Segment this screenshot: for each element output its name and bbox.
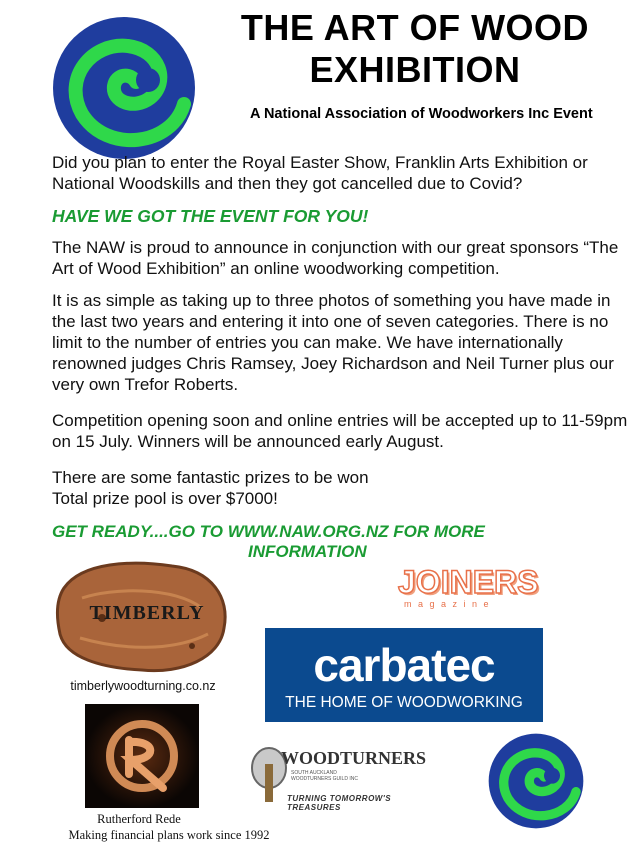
announce-paragraph: The NAW is proud to announce in conjunction with our great sponsors “The Art of Wood Exhibition” an online woodworking competition. xyxy=(52,238,619,278)
woodturners-motto: TURNING TOMORROW'S TREASURES xyxy=(287,794,392,812)
rutherford-q-icon xyxy=(85,704,199,808)
joiners-subtitle: m a g a z i n e xyxy=(404,599,491,609)
details-paragraph: It is as simple as taking up to three photos of something you have made in the last two years and entering it into one of seven categories. There is no limit to the number of entries you can make. We have internationally renowned judges Chris Ramsey, Joey Richardson and Neil Turner plus our very own Trefor Roberts. xyxy=(52,291,614,394)
timberly-caption[interactable]: timberlywoodturning.co.nz xyxy=(70,679,216,693)
headline: HAVE WE GOT THE EVENT FOR YOU! xyxy=(52,206,369,226)
cta-line-1[interactable]: GET READY....GO TO WWW.NAW.ORG.NZ FOR MORE xyxy=(52,522,485,541)
naw-swirl-icon xyxy=(52,16,196,160)
page-title-line1: THE ART OF WOOD xyxy=(240,7,590,48)
page-subtitle: A National Association of Woodworkers Inc Event xyxy=(250,106,593,122)
rutherford-tagline: Making financial plans work since 1992 xyxy=(68,828,270,842)
joiners-logo[interactable] xyxy=(398,565,568,613)
prizes-line-1: There are some fantastic prizes to be won xyxy=(52,468,369,487)
naw-swirl-icon xyxy=(488,733,584,829)
prizes-line-2: Total prize pool is over $7000! xyxy=(52,489,278,508)
naw-logo-top xyxy=(52,16,196,160)
rutherford-name: Rutherford Rede xyxy=(97,812,181,826)
woodturners-sub2: WOODTURNERS GUILD INC xyxy=(291,776,358,782)
joiners-wordmark: JOINERS xyxy=(398,564,539,600)
naw-logo-bottom xyxy=(488,733,584,829)
carbatec-wordmark: carbatec xyxy=(313,639,495,691)
dates-paragraph: Competition opening soon and online entries will be accepted up to 11-59pm on 15 July. Winners will be announced early August. xyxy=(52,411,628,451)
carbatec-tagline: THE HOME OF WOODWORKING xyxy=(285,694,523,711)
page-title-line2: EXHIBITION xyxy=(309,49,521,90)
rutherford-rede-logo[interactable] xyxy=(85,704,199,808)
carbatec-logo[interactable] xyxy=(265,628,543,722)
woodturners-wordmark: WOODTURNERS xyxy=(281,748,427,768)
woodturners-sub1: SOUTH AUCKLAND xyxy=(291,770,337,776)
timberly-wordmark: TIMBERLY xyxy=(89,602,205,624)
woodturners-logo[interactable] xyxy=(245,740,445,810)
timberly-logo[interactable] xyxy=(52,558,232,678)
intro-paragraph: Did you plan to enter the Royal Easter Show, Franklin Arts Exhibition or National Woodskills and then they got cancelled due to Covid? xyxy=(52,153,588,193)
cta-line-2[interactable]: INFORMATION xyxy=(248,542,367,561)
